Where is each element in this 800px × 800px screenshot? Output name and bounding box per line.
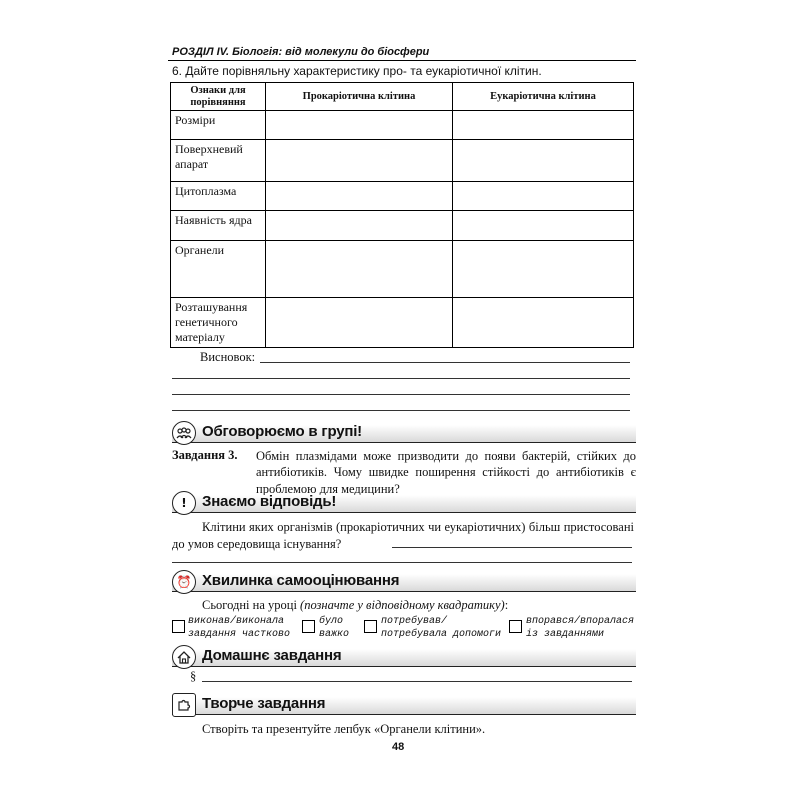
answer-cell[interactable] [266, 241, 453, 298]
section-creative [172, 693, 636, 715]
row-label: Поверхневий апарат [171, 140, 266, 182]
section-title: Домашнє завдання [202, 647, 342, 664]
intro-italic: (позначте у відповідному квадратику) [300, 598, 505, 612]
task3-text: Обмін плазмідами може призводити до появи бактерій, стійких до антибіотиків. Чому швидке поширення стійкості до антибіотиків є проблемою для медицини? [256, 449, 636, 496]
know-question: Клітини яких організмів (прокаріотичних чи еукаріотичних) більш пристосовані до умов середовища існування? [172, 520, 634, 551]
conclusion-label: Висновок: [200, 350, 256, 364]
answer-cell[interactable] [453, 182, 634, 211]
answer-cell[interactable] [453, 211, 634, 241]
answer-cell[interactable] [266, 111, 453, 140]
intro-end: : [504, 598, 509, 612]
section-title: Творче завдання [202, 695, 326, 712]
answer-cell[interactable] [453, 298, 634, 348]
answer-cell[interactable] [266, 182, 453, 211]
row-label: Наявність ядра [171, 211, 266, 241]
option-difficult: було важко [319, 616, 350, 640]
answer-line[interactable] [172, 394, 630, 395]
answer-line[interactable] [392, 547, 632, 548]
section-self-assessment [172, 570, 636, 592]
conclusion-answer-line[interactable] [260, 362, 630, 363]
section-know [172, 491, 636, 513]
column-header: Еукаріотична клітина [453, 83, 634, 111]
section-title: Знаємо відповідь! [202, 493, 337, 510]
answer-line[interactable] [172, 562, 632, 563]
header-rule [168, 60, 636, 61]
option-needed-help: потребував/ потребувала допомоги [381, 616, 502, 640]
answer-line[interactable] [172, 410, 630, 411]
page-number: 48 [392, 741, 405, 753]
house-icon [172, 645, 196, 669]
answer-cell[interactable] [266, 298, 453, 348]
homework-answer-line[interactable] [202, 681, 632, 682]
section-title: Обговорюємо в групі! [202, 423, 362, 440]
answer-cell[interactable] [453, 140, 634, 182]
table-row [171, 182, 634, 211]
alarm-clock-icon: ⏰ [172, 570, 196, 594]
table-row [171, 211, 634, 241]
task6-prompt: 6. Дайте порівняльну характеристику про- та еукаріотичної клітин. [172, 64, 542, 78]
checkbox-difficult[interactable] [302, 620, 315, 633]
answer-cell[interactable] [266, 140, 453, 182]
creative-task-text: Створіть та презентуйте лепбук «Органели клітини». [202, 722, 486, 736]
column-header: Прокаріотична клітина [266, 83, 453, 111]
answer-line[interactable] [172, 378, 630, 379]
intro-plain: Сьогодні на уроці [202, 598, 301, 612]
group-people-icon [172, 421, 196, 445]
puzzle-icon [172, 693, 196, 717]
section-homework [172, 645, 636, 667]
table-row [171, 241, 634, 298]
row-label: Цитоплазма [171, 182, 266, 211]
section-discuss [172, 421, 636, 443]
answer-cell[interactable] [453, 111, 634, 140]
answer-cell[interactable] [453, 241, 634, 298]
checkbox-partially[interactable] [172, 620, 185, 633]
section-title: Хвилинка самооцінювання [202, 572, 400, 589]
task3-label: Завдання 3. [172, 448, 238, 462]
checkbox-completed[interactable] [509, 620, 522, 633]
paragraph-symbol: § [190, 669, 197, 683]
table-row [171, 140, 634, 182]
row-label: Розміри [171, 111, 266, 140]
table-row [171, 111, 634, 140]
row-label: Розташування генетичного матеріалу [171, 298, 266, 348]
column-header: Ознаки для порівняння [171, 83, 266, 111]
table-row [171, 298, 634, 348]
comparison-table [170, 82, 634, 348]
self-assessment-intro [202, 598, 508, 613]
checkbox-needed-help[interactable] [364, 620, 377, 633]
answer-cell[interactable] [266, 211, 453, 241]
option-partially: виконав/виконала завдання частково [188, 616, 291, 640]
option-completed: впорався/впоралася із завданнями [526, 616, 635, 640]
running-header: РОЗДІЛ IV. Біологія: від молекули до біосфери [172, 46, 430, 58]
exclamation-icon: ! [172, 491, 196, 515]
row-label: Органели [171, 241, 266, 298]
